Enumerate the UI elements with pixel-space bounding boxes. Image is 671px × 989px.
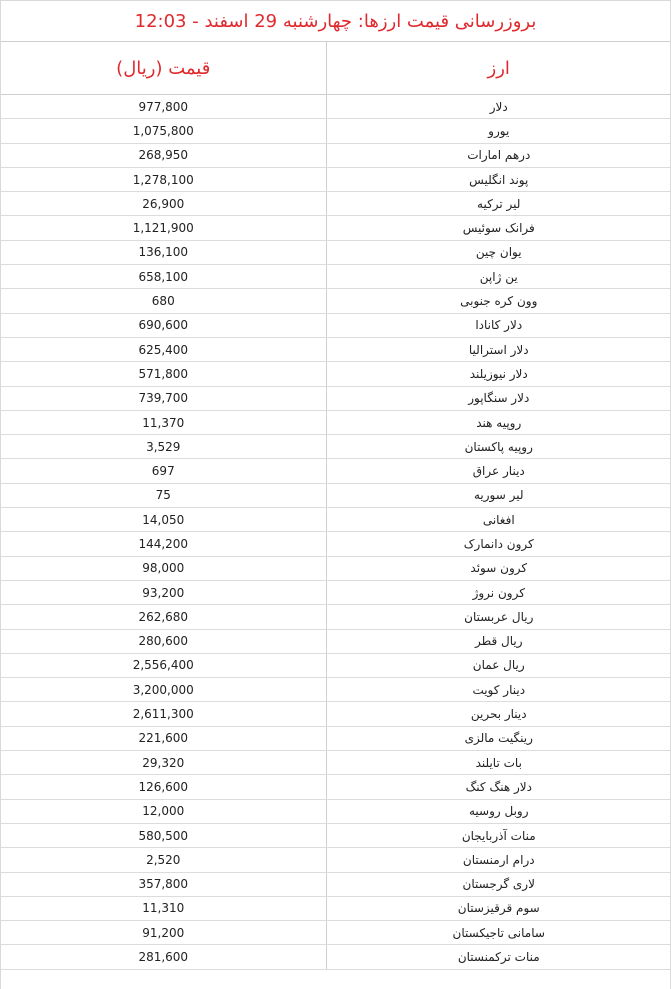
currency-name: ین ژاپن (326, 265, 671, 289)
table-row (1, 556, 671, 580)
currency-rates-table (1, 42, 671, 970)
table-row (1, 580, 671, 604)
currency-name: دلار هنگ کنگ (326, 775, 671, 799)
currency-name: دینار عراق (326, 459, 671, 483)
currency-name: افغانی (326, 508, 671, 532)
currency-name: دلار سنگاپور (326, 386, 671, 410)
currency-price: 2,556,400 (1, 653, 326, 677)
currency-price: 580,500 (1, 823, 326, 847)
currency-price: 280,600 (1, 629, 326, 653)
currency-price: 697 (1, 459, 326, 483)
page-title: بروزرسانی قیمت ارزها: چهارشنبه 29 اسفند - 12:03 (1, 0, 670, 42)
currency-price: 11,370 (1, 410, 326, 434)
currency-name: ریال عربستان (326, 605, 671, 629)
table-row (1, 848, 671, 872)
table-header-row (1, 42, 671, 95)
currency-name: درهم امارات (326, 143, 671, 167)
currency-name: لیر ترکیه (326, 192, 671, 216)
table-row (1, 240, 671, 264)
currency-price: 144,200 (1, 532, 326, 556)
table-row (1, 435, 671, 459)
table-row (1, 702, 671, 726)
table-row (1, 629, 671, 653)
table-row (1, 775, 671, 799)
currency-name: دلار نیوزیلند (326, 362, 671, 386)
currency-name: پوند انگلیس (326, 167, 671, 191)
table-row (1, 143, 671, 167)
currency-price: 75 (1, 483, 326, 507)
table-row (1, 289, 671, 313)
currency-name: سامانی تاجیکستان (326, 921, 671, 945)
currency-name: منات آذربایجان (326, 823, 671, 847)
table-row (1, 508, 671, 532)
table-row (1, 532, 671, 556)
currency-price: 357,800 (1, 872, 326, 896)
table-row (1, 605, 671, 629)
currency-price: 2,611,300 (1, 702, 326, 726)
currency-price: 3,200,000 (1, 678, 326, 702)
table-row (1, 483, 671, 507)
currency-name: کرون سوئد (326, 556, 671, 580)
table-body (1, 95, 671, 970)
currency-price: 12,000 (1, 799, 326, 823)
table-row (1, 362, 671, 386)
table-row (1, 337, 671, 361)
currency-name: سوم قرقیزستان (326, 896, 671, 920)
currency-name: درام ارمنستان (326, 848, 671, 872)
table-row (1, 119, 671, 143)
currency-price: 739,700 (1, 386, 326, 410)
table-row (1, 726, 671, 750)
currency-name: لاری گرجستان (326, 872, 671, 896)
currency-name: کرون دانمارک (326, 532, 671, 556)
currency-name: دلار (326, 95, 671, 119)
currency-price: 1,278,100 (1, 167, 326, 191)
currency-price: 262,680 (1, 605, 326, 629)
currency-price: 625,400 (1, 337, 326, 361)
currency-name: وون کره جنوبی (326, 289, 671, 313)
column-header-price: قیمت (ریال) (1, 42, 326, 95)
currency-name: ریال عمان (326, 653, 671, 677)
table-row (1, 459, 671, 483)
currency-price: 91,200 (1, 921, 326, 945)
table-row (1, 872, 671, 896)
table-row (1, 386, 671, 410)
currency-price: 268,950 (1, 143, 326, 167)
table-row (1, 313, 671, 337)
currency-price: 1,121,900 (1, 216, 326, 240)
currency-price: 571,800 (1, 362, 326, 386)
currency-name: بات تایلند (326, 751, 671, 775)
currency-price: 690,600 (1, 313, 326, 337)
table-row (1, 751, 671, 775)
currency-price: 281,600 (1, 945, 326, 969)
currency-name: کرون نروژ (326, 580, 671, 604)
currency-price: 3,529 (1, 435, 326, 459)
table-row (1, 945, 671, 969)
currency-name: لیر سوریه (326, 483, 671, 507)
currency-price: 221,600 (1, 726, 326, 750)
table-row (1, 653, 671, 677)
currency-price: 977,800 (1, 95, 326, 119)
column-header-currency: ارز (326, 42, 671, 95)
currency-name: روبل روسیه (326, 799, 671, 823)
table-row (1, 799, 671, 823)
currency-price: 658,100 (1, 265, 326, 289)
table-row (1, 678, 671, 702)
currency-name: دلار استرالیا (326, 337, 671, 361)
currency-price: 126,600 (1, 775, 326, 799)
table-row (1, 921, 671, 945)
currency-name: روپیه هند (326, 410, 671, 434)
currency-name: رینگیت مالزی (326, 726, 671, 750)
currency-price: 1,075,800 (1, 119, 326, 143)
currency-name: دلار کانادا (326, 313, 671, 337)
table-row (1, 95, 671, 119)
currency-price: 680 (1, 289, 326, 313)
currency-name: یورو (326, 119, 671, 143)
table-row (1, 823, 671, 847)
currency-name: دینار بحرین (326, 702, 671, 726)
table-row (1, 896, 671, 920)
currency-price: 136,100 (1, 240, 326, 264)
currency-price: 14,050 (1, 508, 326, 532)
currency-name: منات ترکمنستان (326, 945, 671, 969)
table-row (1, 265, 671, 289)
currency-name: ریال قطر (326, 629, 671, 653)
currency-name: یوان چین (326, 240, 671, 264)
currency-name: فرانک سوئیس (326, 216, 671, 240)
currency-price: 11,310 (1, 896, 326, 920)
currency-price: 98,000 (1, 556, 326, 580)
currency-price: 93,200 (1, 580, 326, 604)
currency-price: 29,320 (1, 751, 326, 775)
table-row (1, 167, 671, 191)
currency-name: روپیه پاکستان (326, 435, 671, 459)
currency-price: 2,520 (1, 848, 326, 872)
currency-name: دینار کویت (326, 678, 671, 702)
currency-price: 26,900 (1, 192, 326, 216)
table-row (1, 216, 671, 240)
table-row (1, 410, 671, 434)
table-row (1, 192, 671, 216)
